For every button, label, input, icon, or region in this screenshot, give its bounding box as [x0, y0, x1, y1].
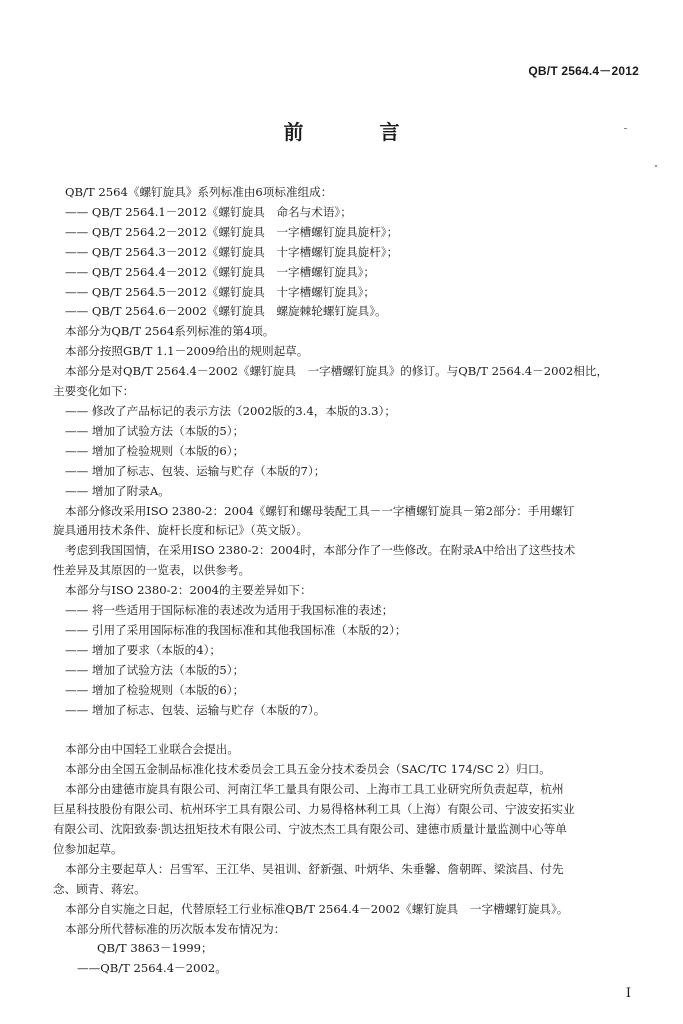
list-item: ——QB/T 2564.4－2002。 — [77, 961, 227, 976]
list-item: —— 增加了附录A。 — [65, 483, 170, 498]
list-item: —— 增加了试验方法（本版的5）； — [65, 423, 245, 438]
para-intro: QB/T 2564《螺钉旋具》系列标准由6项标准组成： — [65, 185, 333, 199]
paragraph-cont: 巨星科技股份有限公司、杭州环宇工具有限公司、力易得格林利工具（上海）有限公司、宁波安拓实业 — [53, 802, 575, 817]
paragraph: 本部分由建德市旋具有限公司、河南江华工量具有限公司、上海市工具工业研究所负责起草，杭州 — [65, 782, 564, 797]
paragraph: 本部分修改采用ISO 2380-2：2004《螺钉和螺母装配工具－一字槽螺钉旋具－第2部分：手用螺钉 — [65, 503, 575, 518]
list-item: —— 增加了要求（本版的4）； — [65, 642, 221, 657]
paragraph: 考虑到我国国情，在采用ISO 2380-2：2004时，本部分作了一些修改。在附录A中给出了这些技术 — [65, 543, 576, 558]
paragraph-cont: 主要变化如下： — [53, 384, 135, 399]
paragraph: 本部分所代替标准的历次版本发布情况为： — [65, 921, 286, 936]
list-item: —— 增加了标志、包装、运输与贮存（本版的7）； — [65, 463, 326, 478]
list-item: —— 增加了试验方法（本版的5）； — [65, 662, 245, 677]
paragraph: 本部分由全国五金制品标准化技术委员会工具五金分技术委员会（SAC/TC 174/SC 2）归口。 — [65, 762, 551, 777]
list-item: —— QB/T 2564.1－2012《螺钉旋具 命名与术语》； — [65, 204, 352, 219]
list-item: —— 修改了产品标记的表示方法（2002版的3.4，本版的3.3）； — [65, 403, 396, 418]
page-title: 前 言 — [283, 120, 428, 144]
list-item: —— QB/T 2564.2－2012《螺钉旋具 一字槽螺钉旋具旋杆》； — [65, 224, 399, 239]
list-item: —— 引用了采用国际标准的我国标准和其他我国标准（本版的2）； — [65, 622, 407, 637]
paragraph: 本部分主要起草人：吕雪军、王江华、吴祖训、舒新强、叶炳华、朱垂馨、詹朝晖、梁滨昌、付先 — [65, 861, 564, 876]
paragraph-cont: 念、顾青、蒋宏。 — [53, 881, 146, 896]
page-number: I — [625, 986, 631, 1001]
paragraph-cont: 性差异及其原因的一览表，以供参考。 — [53, 563, 251, 578]
paragraph-cont: 有限公司、沈阳致泰·凯达扭矩技术有限公司、宁波杰杰工具有限公司、建德市质量计量监测中心等单 — [53, 821, 567, 836]
list-item: QB/T 3863－1999； — [97, 941, 213, 956]
paragraph: 本部分与ISO 2380-2：2004的主要差异如下： — [65, 583, 312, 598]
list-item: —— QB/T 2564.4－2012《螺钉旋具 一字槽螺钉旋具》； — [65, 264, 375, 279]
paragraph: 本部分由中国轻工业联合会提出。 — [65, 742, 239, 757]
list-item: —— QB/T 2564.6－2002《螺钉旋具 螺旋棘轮螺钉旋具》。 — [65, 304, 387, 319]
paragraph: 本部分是对QB/T 2564.4－2002《螺钉旋具 一字槽螺钉旋具》的修订。与QB/T 2564.4－2002相比， — [65, 364, 609, 379]
scan-speck — [624, 128, 627, 129]
scan-speck — [655, 165, 657, 167]
paragraph-cont: 位参加起草。 — [53, 841, 123, 856]
list-item: —— QB/T 2564.5－2012《螺钉旋具 十字槽螺钉旋具》； — [65, 284, 375, 299]
paragraph: 本部分为QB/T 2564系列标准的第4项。 — [65, 324, 275, 339]
list-item: —— 增加了标志、包装、运输与贮存（本版的7）。 — [65, 702, 326, 717]
foreword-body — [53, 183, 640, 979]
list-item: —— 增加了检验规则（本版的6）； — [65, 443, 245, 458]
list-item: —— 增加了检验规则（本版的6）； — [65, 682, 245, 697]
list-item: —— 将一些适用于国际标准的表述改为适用于我国标准的表述； — [65, 603, 394, 618]
paragraph-cont: 旋具通用技术条件、旋杆长度和标记》（英文版）。 — [53, 523, 309, 538]
paragraph: 本部分自实施之日起，代替原轻工行业标准QB/T 2564.4－2002《螺钉旋具 一字槽螺钉旋具》。 — [65, 901, 569, 916]
paragraph: 本部分按照GB/T 1.1－2009给出的规则起草。 — [65, 344, 309, 359]
standard-code: QB/T 2564.4－2012 — [528, 64, 639, 78]
list-item: —— QB/T 2564.3－2012《螺钉旋具 十字槽螺钉旋具旋杆》； — [65, 244, 399, 259]
